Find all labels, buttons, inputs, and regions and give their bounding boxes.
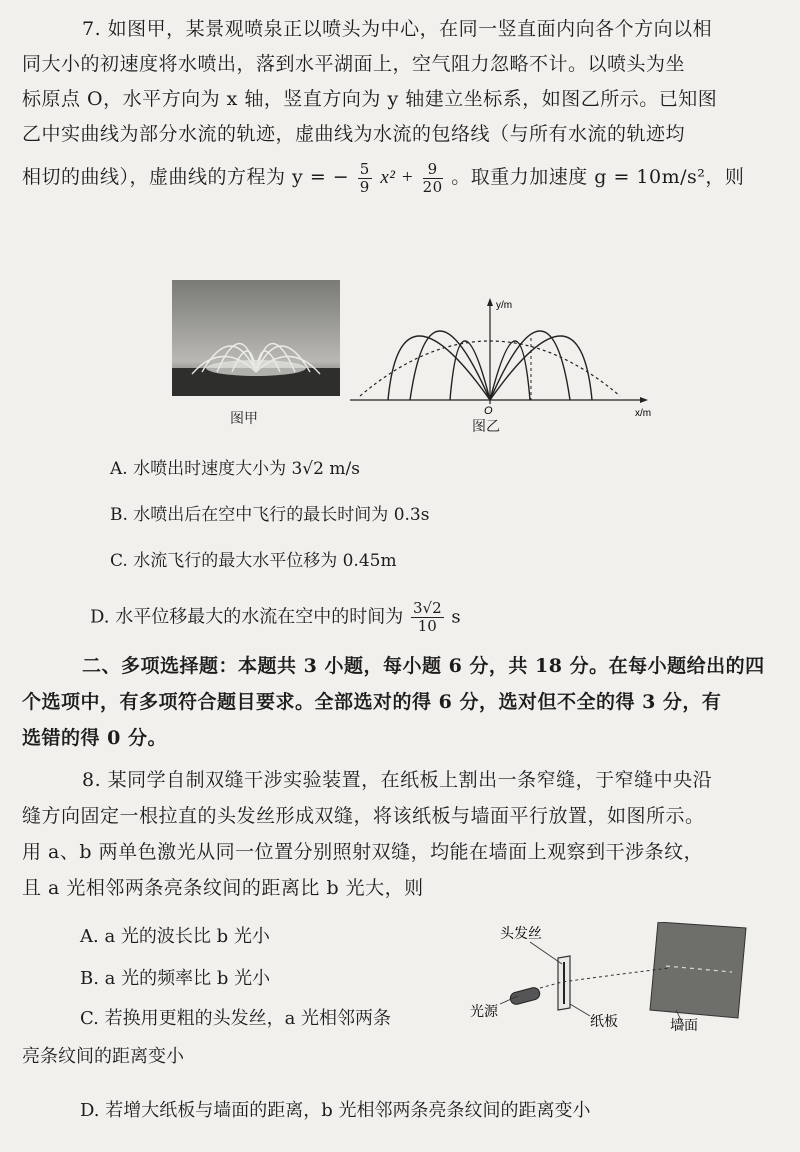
section2-line2: 个选项中，有多项符合题目要求。全部选对的得 6 分，选对但不全的得 3 分，有 — [22, 691, 722, 713]
label-light-source: 光源 — [470, 1003, 498, 1019]
q7-line5-b: x² + — [380, 167, 415, 188]
frac1-numerator: 5 — [359, 159, 370, 178]
option-d-unit: s — [451, 606, 461, 628]
label-hair: 头发丝 — [500, 925, 542, 941]
q8-option-a: A. a 光的波长比 b 光小 — [80, 926, 270, 947]
frac2-numerator: 9 — [423, 161, 443, 179]
q7-option-a: A. 水喷出时速度大小为 3√2 m/s — [110, 459, 360, 479]
fig-a-caption: 图甲 — [230, 411, 258, 427]
fountain-photo — [172, 280, 340, 396]
q8-line1: 8. 某同学自制双缝干涉实验装置，在纸板上割出一条窄缝，于窄缝中央沿 — [82, 769, 713, 791]
q7-option-c: C. 水流飞行的最大水平位移为 0.45m — [110, 551, 397, 571]
q7-option-b: B. 水喷出后在空中飞行的最长时间为 0.3s — [110, 505, 430, 525]
envelope-fraction-2 — [423, 161, 443, 196]
y-axis-arrow — [487, 298, 493, 306]
y-axis-label: y/m — [496, 300, 513, 311]
q8-option-c-line2: 亮条纹间的距离变小 — [22, 1046, 184, 1067]
frac2-denominator: 20 — [422, 177, 443, 196]
q7-line2: 同大小的初速度将水喷出，落到水平湖面上，空气阻力忽略不计。以喷头为坐 — [22, 53, 686, 75]
x-axis-label: x/m — [635, 408, 652, 419]
q7-option-d — [90, 600, 461, 635]
option-d-denominator: 10 — [417, 617, 437, 635]
section2-line3: 选错的得 0 分。 — [22, 727, 167, 749]
q7-line5-a: 相切的曲线），虚曲线的方程为 y = − — [22, 166, 350, 188]
q8-option-b: B. a 光的频率比 b 光小 — [80, 968, 271, 989]
q8-option-d: D. 若增大纸板与墙面的距离，b 光相邻两条亮条纹间的距离变小 — [80, 1100, 591, 1121]
fig-b-caption: 图乙 — [472, 419, 500, 435]
section2-line1: 二、多项选择题：本题共 3 小题，每小题 6 分，共 18 分。在每小题给出的四 — [82, 655, 765, 677]
q8-option-c-line1: C. 若换用更粗的头发丝，a 光相邻两条 — [80, 1008, 392, 1029]
label-board: 纸板 — [590, 1013, 618, 1029]
q7-line3: 标原点 O，水平方向为 x 轴，竖直方向为 y 轴建立坐标系，如图乙所示。已知图 — [22, 88, 718, 110]
option-d-fraction — [411, 600, 444, 635]
envelope-fraction-1 — [358, 161, 372, 196]
origin-label: O — [484, 405, 493, 417]
section2-instructions — [22, 648, 782, 756]
q7-line1: 7. 如图甲，某景观喷泉正以喷头为中心，在同一竖直面内向各个方向以相 — [82, 18, 713, 40]
q7-line5-c: 。取重力加速度 g = 10m/s²，则 — [451, 166, 745, 188]
q8-stem — [22, 762, 782, 906]
trajectory-diagram — [350, 292, 660, 422]
double-slit-apparatus — [470, 922, 760, 1032]
option-d-numerator: 3√2 — [412, 599, 442, 617]
wall-panel — [650, 922, 746, 1018]
q7-stem — [22, 12, 782, 203]
q8-line2: 缝方向固定一根拉直的头发丝形成双缝，将该纸板与墙面平行放置，如图所示。 — [22, 805, 705, 827]
q7-line4: 乙中实曲线为部分水流的轨迹，虚曲线为水流的包络线（与所有水流的轨迹均 — [22, 123, 686, 145]
q7-option-d-text: D. 水平位移最大的水流在空中的时间为 — [90, 606, 404, 628]
frac1-denominator: 9 — [359, 177, 370, 196]
label-wall: 墙面 — [670, 1017, 698, 1032]
q8-line4: 且 a 光相邻两条亮条纹间的距离比 b 光大，则 — [22, 877, 424, 899]
q7-line5 — [22, 152, 782, 203]
q8-line3: 用 a、b 两单色激光从同一位置分别照射双缝，均能在墙面上观察到干涉条纹， — [22, 841, 704, 863]
light-source — [509, 986, 541, 1005]
x-axis-arrow — [640, 397, 648, 403]
